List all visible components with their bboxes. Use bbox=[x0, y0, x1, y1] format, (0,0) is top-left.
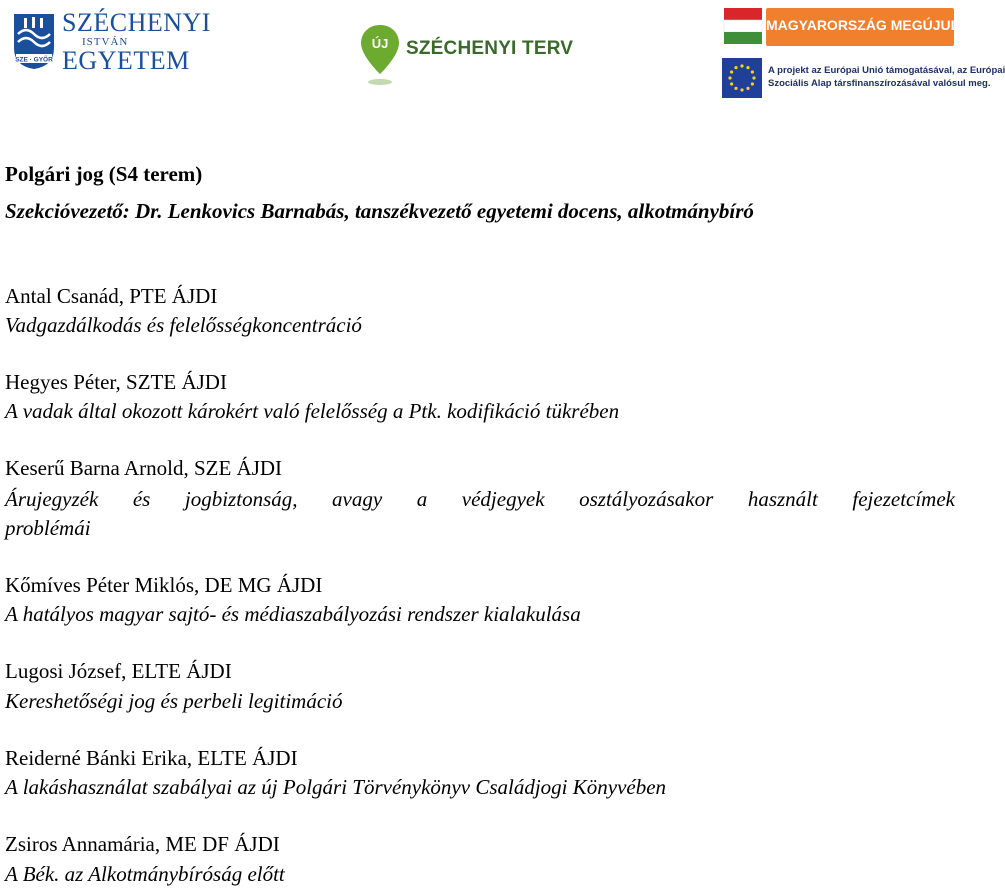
speaker-4: Kőmíves Péter Miklós, DE MG ÁJDI bbox=[5, 573, 323, 597]
section-chair: Szekcióvezető: Dr. Lenkovics Barnabás, tanszékvezető egyetemi docens, alkotmánybíró bbox=[5, 199, 754, 223]
talk-title-2: A vadak által okozott károkért való felelősség a Ptk. kodifikáció tükrében bbox=[5, 399, 620, 423]
university-name-line1: SZÉCHENYI bbox=[62, 8, 211, 37]
talk-title-7: A Bék. az Alkotmánybíróság előtt bbox=[5, 862, 285, 886]
university-name-line3: EGYETEM bbox=[62, 46, 190, 75]
talk-title-6: A lakáshasználat szabályai az új Polgári Törvénykönyv Családjogi Könyvében bbox=[5, 775, 667, 799]
speaker-2: Hegyes Péter, SZTE ÁJDI bbox=[5, 370, 227, 394]
speaker-3: Keserű Barna Arnold, SZE ÁJDI bbox=[5, 456, 283, 480]
talk-title-3-line2: problémái bbox=[5, 516, 91, 540]
eu-flag-icon bbox=[722, 58, 762, 98]
university-emblem-text: SZE · GYŐR bbox=[15, 56, 53, 64]
hungary-renewal-banner bbox=[766, 8, 960, 46]
university-name bbox=[62, 10, 211, 74]
speaker-6: Reiderné Bánki Erika, ELTE ÁJDI bbox=[5, 746, 298, 770]
talk-title-4: A hatályos magyar sajtó- és médiaszabályozási rendszer kialakulása bbox=[5, 602, 581, 626]
section-title: Polgári jog (S4 terem) bbox=[5, 162, 203, 186]
eu-funding-line1: A projekt az Európai Unió támogatásával, az Európai bbox=[768, 65, 1005, 76]
speaker-5: Lugosi József, ELTE ÁJDI bbox=[5, 659, 232, 683]
hungary-renewal-text: MAGYARORSZÁG MEGÚJUL bbox=[766, 17, 960, 33]
new-szechenyi-plan-text: SZÉCHENYI TERV bbox=[406, 38, 574, 59]
talk-title-5: Kereshetőségi jog és perbeli legitimáció bbox=[5, 689, 343, 713]
new-szechenyi-plan-logo bbox=[360, 24, 580, 90]
speaker-7: Zsiros Annamária, ME DF ÁJDI bbox=[5, 832, 280, 856]
hungary-renewal-logo bbox=[722, 4, 960, 48]
talk-title-3-line1: Árujegyzék és jogbiztonság, avagy a védjegyek osztályozásakor használt fejezetcímek bbox=[5, 487, 955, 511]
hungarian-flag-icon bbox=[722, 4, 764, 48]
eu-funding-line2: Szociális Alap társfinanszírozásával valósul meg. bbox=[768, 78, 991, 89]
talk-title-1: Vadgazdálkodás és felelősségkoncentráció bbox=[5, 313, 362, 337]
speaker-1: Antal Csanád, PTE ÁJDI bbox=[5, 284, 218, 308]
map-pin-icon bbox=[360, 24, 400, 86]
university-logo bbox=[12, 8, 212, 75]
university-emblem-icon bbox=[12, 12, 56, 70]
university-name-line2: ISTVÁN bbox=[82, 36, 129, 48]
eu-funding-notice bbox=[722, 58, 1005, 100]
map-pin-text: ÚJ bbox=[371, 36, 389, 51]
eu-funding-text bbox=[768, 64, 1005, 90]
